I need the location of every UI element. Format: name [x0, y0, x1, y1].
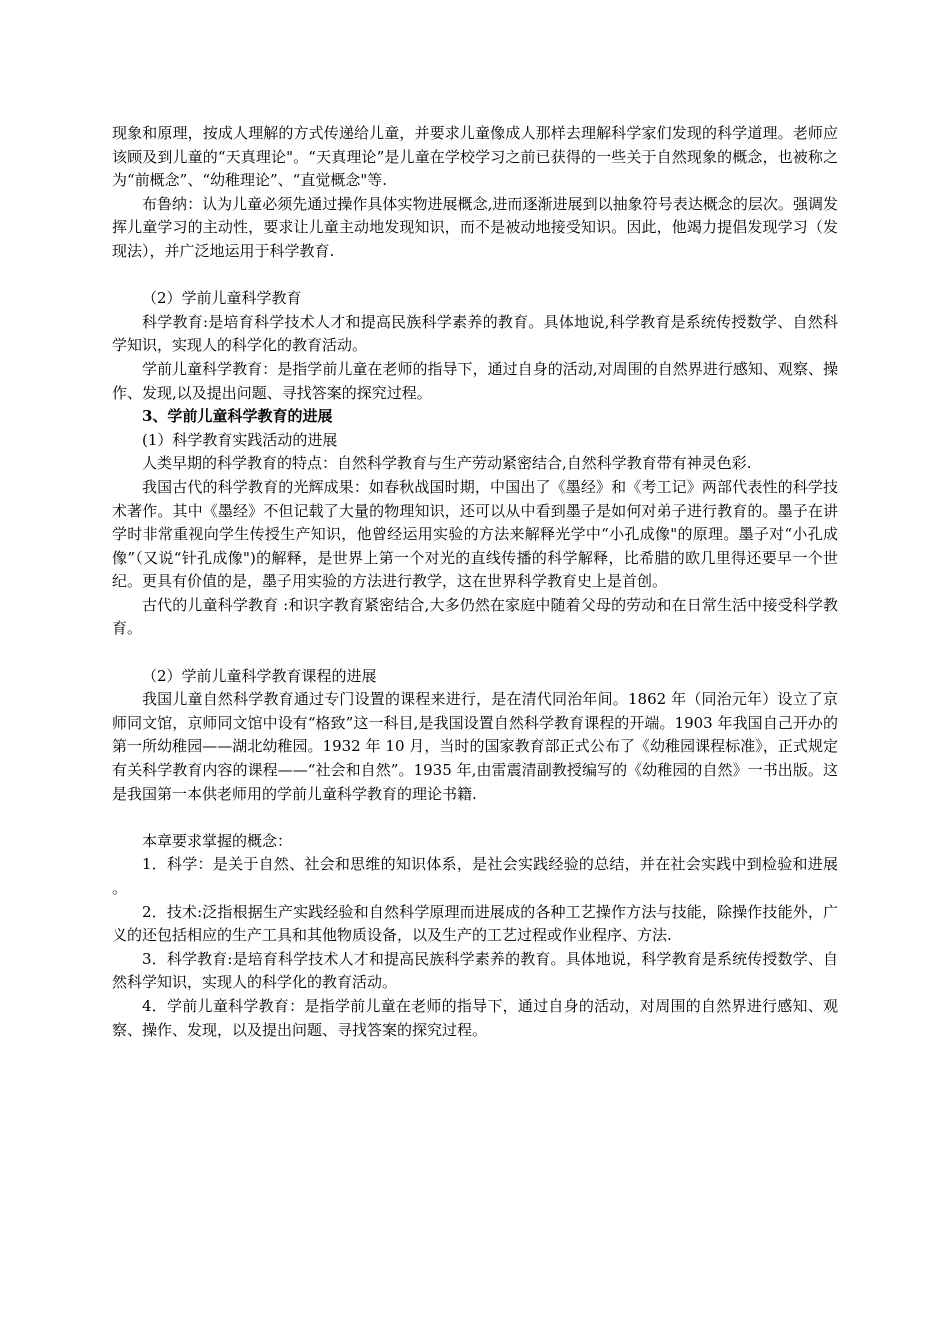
- blank-line: [112, 264, 838, 288]
- chapter-heading-development: 3、学前儿童科学教育的进展: [142, 407, 333, 426]
- paragraph-preschool-science-definition: 学前儿童科学教育：是指学前儿童在老师的指导下，通过自身的活动,对周围的自然界进行感知、观察、操作、发现,以及提出问题、寻找答案的探究过程。: [112, 359, 838, 402]
- paragraph-science-education-definition: 科学教育:是培育科学技术人才和提高民族科学素养的教育。具体地说,科学教育是系统传授数学、自然科学知识，实现人的科学化的教育活动。: [112, 312, 838, 355]
- paragraph-ancient-china-achievements: 我国古代的科学教育的光辉成果：如春秋战国时期，中国出了《墨经》和《考工记》两部代表性的科学技术著作。其中《墨经》不但记载了大量的物理知识，还可以从中看到墨子是如何对弟子进行教育的。墨子在讲学时非常重视向学生传授生产知识，他曾经运用实验的方法来解释光学中“小孔成像"的原理。墨子对“小孔成像”（又说“针孔成像")的解释，是世界上第一个对光的直线传播的科学解释，比希腊的欧几里得还要早一个世纪。更具有价值的是，墨子用实验的方法进行教学，这在世界科学教育史上是首创。: [112, 477, 838, 591]
- section-heading-curriculum-development: （2）学前儿童科学教育课程的进展: [142, 666, 377, 685]
- paragraph-theory-continuation: 现象和原理，按成人理解的方式传递给儿童，并要求儿童像成人那样去理解科学家们发现的科学道理。老师应该顾及到儿童的“天真理论"。“天真理论”是儿童在学校学习之前已获得的一些关于自然现象的概念，也被称之为“前概念”、“幼稚理论”、“直觉概念"等.: [112, 124, 838, 190]
- concept-item-science-education: 3．科学教育:是培育科学技术人才和提高民族科学素养的教育。具体地说，科学教育是系统传授数学、自然科学知识，实现人的科学化的教育活动。: [112, 949, 838, 992]
- blank-line: [112, 641, 838, 665]
- concepts-heading: 本章要求掌握的概念：: [142, 831, 293, 850]
- blank-line: [112, 806, 838, 830]
- concept-item-preschool-science-education: 4．学前儿童科学教育：是指学前儿童在老师的指导下，通过自身的活动，对周围的自然界进行感知、观察、操作、发现，以及提出问题、寻找答案的探究过程。: [112, 996, 838, 1039]
- paragraph-ancient-child-education: 古代的儿童科学教育 :和识字教育紧密结合,大多仍然在家庭中随着父母的劳动和在日常生活中接受科学教育。: [112, 595, 838, 638]
- section-heading-practice-development: (1）科学教育实践活动的进展: [142, 430, 338, 449]
- concept-item-technology: 2．技术:泛指根据生产实践经验和自然科学原理而进展成的各种工艺操作方法与技能，除操作技能外，广义的还包括相应的生产工具和其他物质设备，以及生产的工艺过程或作业程序、方法.: [112, 902, 838, 945]
- section-heading-preschool-science-education: （2）学前儿童科学教育: [142, 289, 302, 308]
- paragraph-early-human-science: 人类早期的科学教育的特点：自然科学教育与生产劳动紧密结合,自然科学教育带有神灵色彩.: [142, 454, 752, 473]
- document-page: [112, 122, 838, 1042]
- concept-item-science: 1．科学：是关于自然、社会和思维的知识体系，是社会实践经验的总结，并在社会实践中到检验和进展 。: [112, 855, 838, 897]
- paragraph-bruner: 布鲁纳：认为儿童必须先通过操作具体实物进展概念,进而逐渐进展到以抽象符号表达概念的层次。强调发挥儿童学习的主动性，要求让儿童主动地发现知识，而不是被动地接受知识。因此，他竭力提倡发现学习（发现法），并广泛地运用于科学教育.: [112, 194, 838, 260]
- paragraph-curriculum-history: 我国儿童自然科学教育通过专门设置的课程来进行，是在清代同治年间。1862 年（同治元年）设立了京师同文馆，京师同文馆中设有“格致”这一科目,是我国设置自然科学教育课程的开端。1903 年我国自己开办的第一所幼稚园——湖北幼稚园。1932 年 10 月，当时的国家教育部正式公布了《幼稚园课程标准》，正式规定有关科学教育内容的课程——“社会和自然”。1935 年,由雷震清副教授编写的《幼稚园的自然》一书出版。这是我国第一本供老师用的学前儿童科学教育的理论书籍.: [112, 690, 838, 803]
